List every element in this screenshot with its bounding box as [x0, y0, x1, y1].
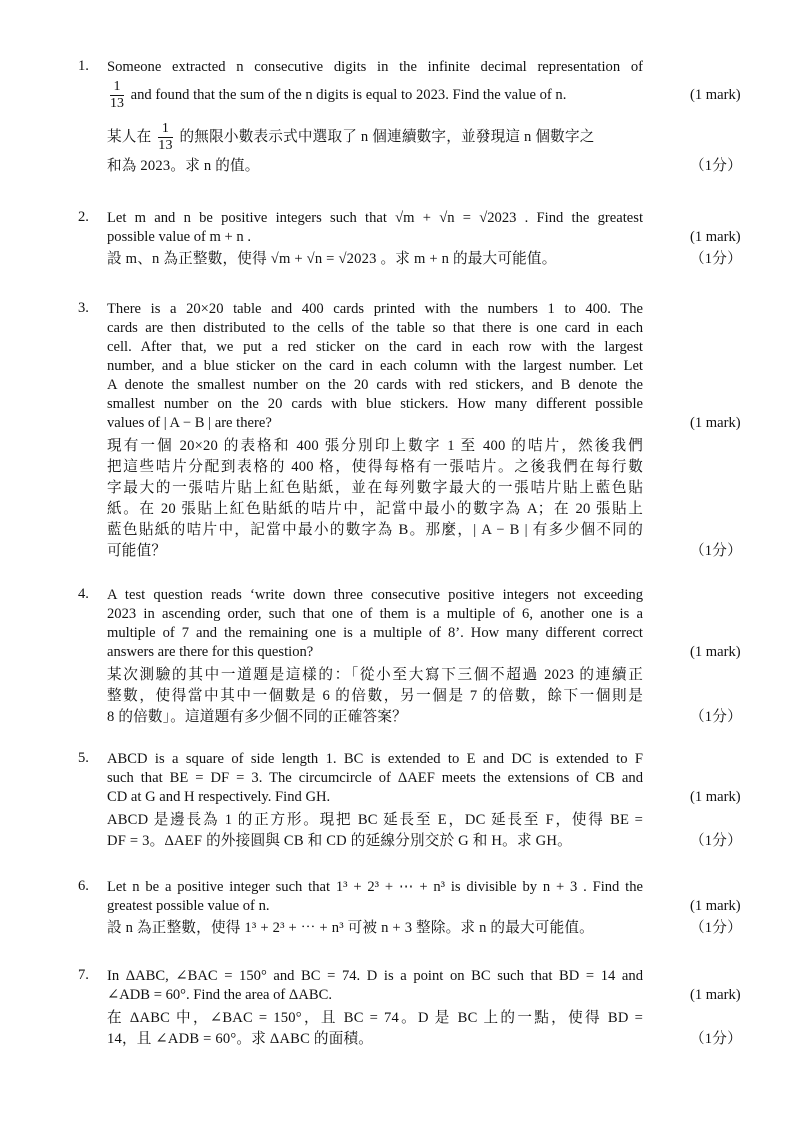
question-text-zh-line: [107, 250, 742, 269]
question-text-en-line: [107, 228, 741, 247]
question-text-en: number, and a blue sticker on the card in each column with the largest number. Let: [107, 358, 643, 374]
question-number: 5.: [78, 750, 89, 766]
question-3: [78, 300, 742, 562]
question-text-zh-line: [107, 157, 742, 176]
question-text-en: A denote the smallest number on the 20 cards with red stickers, and B denote the: [107, 377, 643, 393]
question-text-en-line: [107, 897, 741, 916]
fraction: [110, 80, 124, 111]
question-5: [78, 750, 742, 852]
question-text-en: and found that the sum of the n digits is equal to 2023. Find the value of n.: [130, 87, 567, 103]
question-number: 7.: [78, 967, 89, 983]
question-text-zh: 某次測驗的其中一道題是這樣的：「從小至大寫下三個不超過 2023 的連續正: [107, 667, 643, 683]
question-number: 4.: [78, 586, 89, 602]
mark-label-en: (1 mark): [690, 87, 741, 103]
question-text-en: A test question reads ‘write down three consecutive positive integers not exceeding: [107, 587, 643, 603]
question-text-en-line: [107, 414, 741, 433]
denominator: 13: [158, 138, 173, 154]
question-number: 3.: [78, 300, 89, 316]
question-text-zh: 紙。在 20 張貼上紅色貼紙的咭片中，記當中最小的數字為 A；在 20 張貼上: [107, 501, 643, 517]
question-text-en: possible value of m + n .: [107, 229, 252, 245]
question-text-zh: 把這些咭片分配到表格的 400 格，使得每格有一張咭片。之後我們在每行數: [107, 459, 643, 475]
question-number: 2.: [78, 209, 89, 225]
question-text-en-line: [107, 643, 741, 662]
mark-label-en: (1 mark): [690, 987, 741, 1003]
mark-label-en: (1 mark): [690, 898, 741, 914]
numerator: 1: [158, 122, 172, 138]
question-text-en: values of | A − B | are there?: [107, 415, 272, 431]
question-text-en: Let m and n be positive integers such that √m + √n = √2023 . Find the greatest: [107, 210, 643, 226]
question-text-en: There is a 20×20 table and 400 cards printed with the numbers 1 to 400. The: [107, 301, 643, 317]
mark-label-en: (1 mark): [690, 229, 741, 245]
question-6: [78, 878, 742, 938]
question-text-zh: 設 n 為正整數，使得 1³ + 2³ + ⋯ + n³ 可被 n + 3 整除。求 n 的最大可能值。: [107, 920, 594, 936]
mark-label-en: (1 mark): [690, 644, 741, 660]
question-text-en: Let n be a positive integer such that 1³ + 2³ + ⋯ + n³ is divisible by n + 3 . Find the: [107, 879, 643, 895]
question-text-en: ABCD is a square of side length 1. BC is extended to E and DC is extended to F: [107, 751, 643, 767]
question-text-en: cell. After that, we put a red sticker on the card in each row with the largest: [107, 339, 643, 355]
mark-label-zh: （1分）: [690, 543, 742, 559]
question-number: 6.: [78, 878, 89, 894]
mark-label-zh: （1分）: [690, 920, 742, 936]
question-text-zh: 現有一個 20×20 的表格和 400 張分別印上數字 1 至 400 的咭片，然後我們: [107, 438, 643, 454]
mark-label-zh: （1分）: [690, 709, 742, 725]
question-text-en: CD at G and H respectively. Find GH.: [107, 789, 331, 805]
question-text-en: cards are then distributed to the cells of the table so that there is one card in each: [107, 320, 643, 336]
question-2: [78, 209, 742, 269]
question-text-zh: 設 m、n 為正整數，使得 √m + √n = √2023 。求 m + n 的最大可能值。: [107, 251, 557, 267]
question-text-en: multiple of 7 and the remaining one is a multiple of 8’. How many different correct: [107, 625, 643, 641]
question-text-zh: 字最大的一張咭片貼上紅色貼紙，並在每列數字最大的一張咭片貼上藍色貼: [107, 480, 643, 496]
question-text-zh: DF = 3。ΔAEF 的外接圓與 CB 和 CD 的延線分別交於 G 和 H。求 GH。: [107, 833, 572, 849]
mark-label-zh: （1分）: [690, 251, 742, 267]
question-text-zh-line: [107, 831, 742, 852]
question-text-en: answers are there for this question?: [107, 644, 314, 660]
question-text-zh-line: [107, 1029, 742, 1050]
question-text-zh: 14，且 ∠ADB = 60°。求 ΔABC 的面積。: [107, 1031, 374, 1047]
question-text-en: In ΔABC, ∠BAC = 150° and BC = 74. D is a point on BC such that BD = 14 and: [107, 968, 643, 984]
question-text-zh: 藍色貼紙的咭片中，記當中最小的數字為 B。那麼，| A − B | 有多少個不同的: [107, 522, 643, 538]
question-text-zh-line: [107, 541, 742, 562]
question-text-zh: 某人在: [107, 129, 152, 145]
mark-label-en: (1 mark): [690, 415, 741, 431]
question-text-en-line: [107, 788, 741, 807]
question-text-zh: 整數，使得當中其中一個數是 6 的倍數，另一個是 7 的倍數，餘下一個則是: [107, 688, 643, 704]
mark-label-zh: （1分）: [690, 1031, 742, 1047]
question-text-zh: 8 的倍數」。這道題有多少個不同的正確答案？: [107, 709, 407, 725]
question-text-zh: 可能值？: [107, 543, 167, 559]
mark-label-zh: （1分）: [690, 833, 742, 849]
question-text-zh-line: [107, 919, 742, 938]
question-text-en: greatest possible value of n.: [107, 898, 270, 914]
question-text-en: ∠ADB = 60°. Find the area of ΔABC.: [107, 987, 332, 1003]
question-text-zh: 在 ΔABC 中，∠BAC = 150°，且 BC = 74。D 是 BC 上的一點，使得 BD =: [107, 1010, 643, 1026]
question-text-zh: 的無限小數表示式中選取了 n 個連續數字，並發現這 n 個數字之: [179, 129, 595, 145]
question-number: 1.: [78, 58, 89, 74]
question-text-zh-line: [107, 119, 643, 155]
question-text-en: Someone extracted n consecutive digits in the infinite decimal representation of: [107, 59, 643, 75]
question-7: [78, 967, 742, 1050]
question-text-en: such that BE = DF = 3. The circumcircle of ΔAEF meets the extensions of CB and: [107, 770, 643, 786]
question-4: [78, 586, 742, 728]
question-text-zh-line: [107, 707, 742, 728]
mark-label-en: (1 mark): [690, 789, 741, 805]
question-text-en-line: [107, 986, 741, 1005]
question-text-en: 2023 in ascending order, such that one of them is a multiple of 6, another one is a: [107, 606, 643, 622]
question-text-zh: ABCD 是邊長為 1 的正方形。現把 BC 延長至 E，DC 延長至 F，使得 BE =: [107, 812, 643, 828]
mark-label-zh: （1分）: [690, 158, 742, 174]
denominator: 13: [110, 96, 124, 112]
question-text-en-line: [107, 77, 741, 113]
question-1: [78, 58, 742, 176]
numerator: 1: [110, 80, 124, 96]
question-text-en: smallest number on the 20 cards with blue stickers. How many different possible: [107, 396, 643, 412]
question-text-zh: 和為 2023。求 n 的值。: [107, 158, 260, 174]
fraction: [158, 122, 172, 153]
